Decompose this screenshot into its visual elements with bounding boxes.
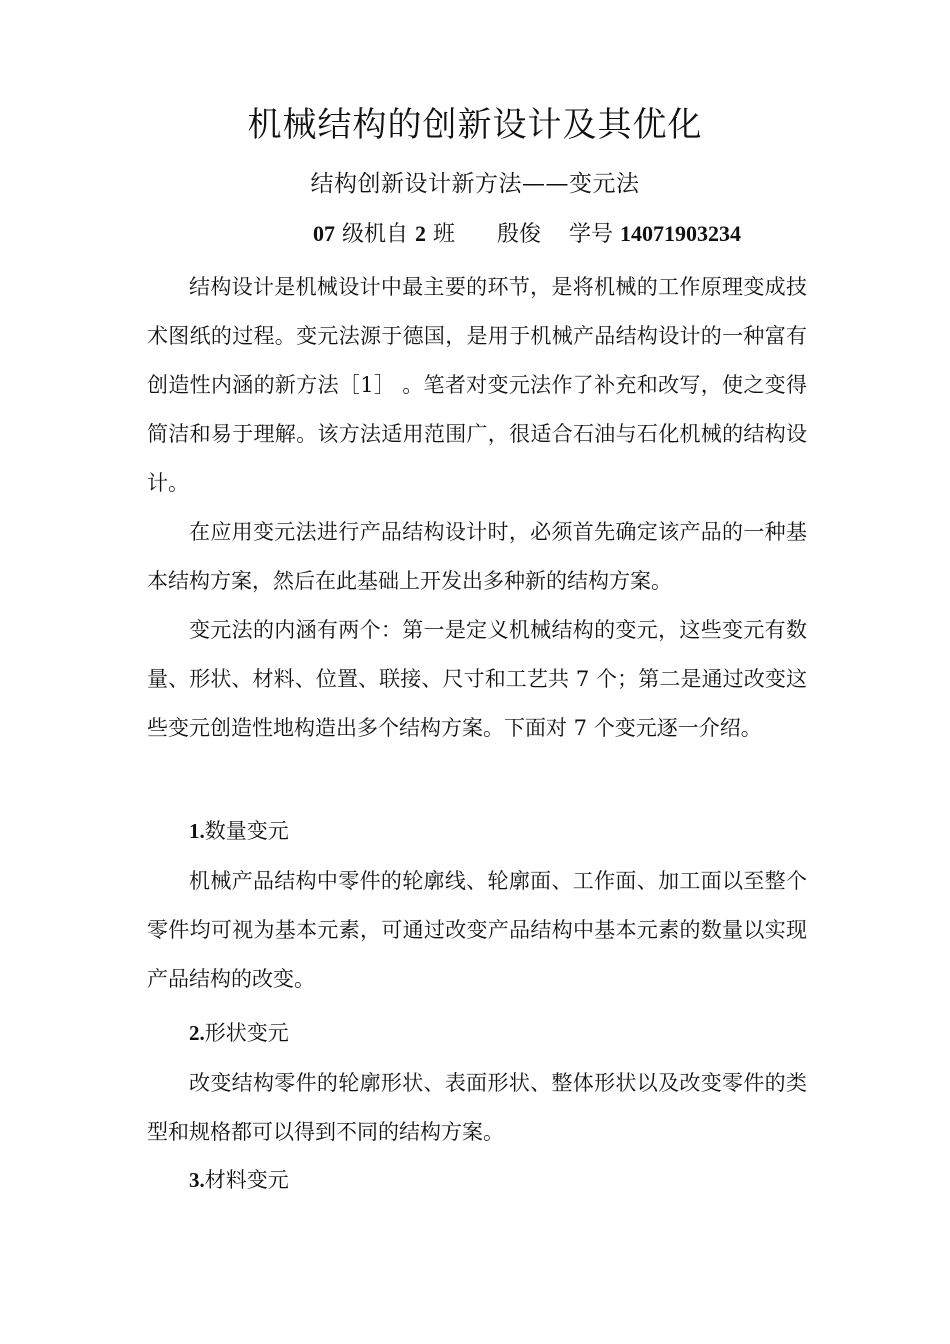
student-id-label: 学号 bbox=[569, 222, 614, 247]
section-number: 3. bbox=[189, 1168, 205, 1192]
section-number: 2. bbox=[189, 1021, 205, 1045]
section-text-shape: 改变结构零件的轮廓形状、表面形状、整体形状以及改变零件的类型和规格都可以得到不同的结构方案。 bbox=[147, 1071, 807, 1144]
student-id-value: 14071903234 bbox=[620, 221, 742, 246]
class-suffix: 班 bbox=[433, 222, 456, 247]
section-title: 数量变元 bbox=[204, 819, 289, 843]
paragraph-connotation: 变元法的内涵有两个：第一是定义机械结构的变元，这些变元有数量、形状、材料、位置、联接、尺寸和工艺共 7 个；第二是通过改变这些变元创造性地构造出多个结构方案。下面对 7 个变元逐一介绍。 bbox=[147, 618, 807, 740]
author-line bbox=[313, 214, 741, 255]
section-title: 材料变元 bbox=[204, 1168, 289, 1192]
section-title: 形状变元 bbox=[204, 1021, 289, 1045]
paragraph-intro: 结构设计是机械设计中最主要的环节，是将机械的工作原理变成技术图纸的过程。变元法源于德国，是用于机械产品结构设计的一种富有创造性内涵的新方法［1］ 。笔者对变元法作了补充和改写，使之变得简洁和易于理解。该方法适用范围广，很适合石油与石化机械的结构设计。 bbox=[147, 275, 807, 495]
section-heading-shape bbox=[189, 1013, 289, 1053]
class-prefix: 07 bbox=[313, 221, 335, 246]
class-number: 2 bbox=[415, 221, 427, 246]
author-name: 殷俊 bbox=[497, 222, 542, 247]
paragraph-application: 在应用变元法进行产品结构设计时，必须首先确定该产品的一种基本结构方案，然后在此基础上开发出多种新的结构方案。 bbox=[147, 520, 807, 593]
section-text-quantity: 机械产品结构中零件的轮廓线、轮廓面、工作面、加工面以至整个零件均可视为基本元素，可通过改变产品结构中基本元素的数量以实现产品结构的改变。 bbox=[147, 869, 807, 991]
section-number: 1. bbox=[189, 819, 205, 843]
section-heading-quantity bbox=[189, 811, 289, 851]
class-mid: 级机自 bbox=[342, 222, 409, 247]
document-title: 机械结构的创新设计及其优化 bbox=[247, 105, 703, 145]
section-heading-material bbox=[189, 1160, 289, 1200]
document-subtitle: 结构创新设计新方法——变元法 bbox=[310, 171, 640, 197]
